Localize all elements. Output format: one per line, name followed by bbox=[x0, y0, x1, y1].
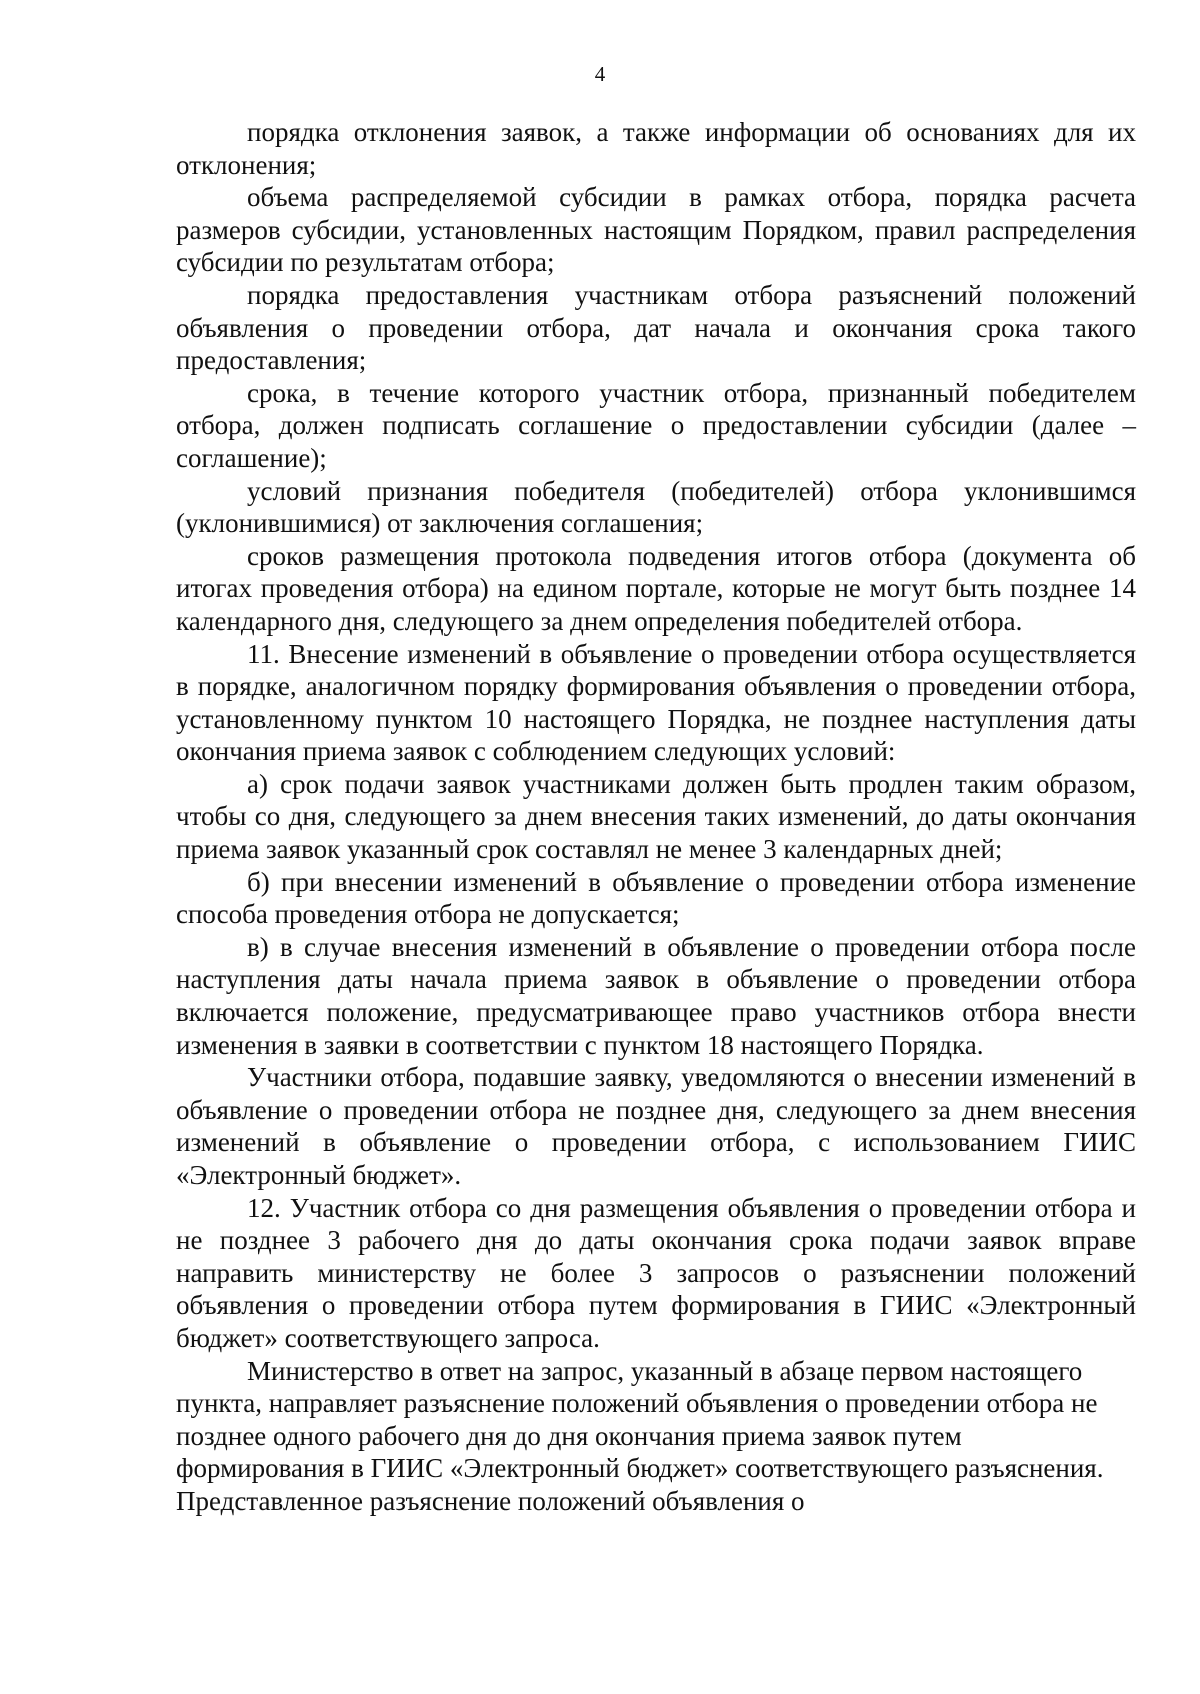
paragraph-protocol-terms: сроков размещения протокола подведения итогов отбора (документа об итогах проведения отбора) на едином портале, которые не могут быть позднее 14 календарного дня, следующего за днем определения победителей отбора. bbox=[176, 540, 1136, 636]
paragraph-item-11-a: а) срок подачи заявок участниками должен быть продлен таким образом, чтобы со дня, следующего за днем внесения таких изменений, до даты окончания приема заявок указанный срок составлял не менее 3 календарных дней; bbox=[176, 768, 1136, 865]
paragraph-item-11-b: б) при внесении изменений в объявление о проведении отбора изменение способа проведения отбора не допускается; bbox=[176, 866, 1136, 930]
paragraph-evasion-conditions: условий признания победителя (победителей) отбора уклонившимся (уклонившимися) от заключения соглашения; bbox=[176, 475, 1136, 539]
document-body bbox=[176, 116, 1136, 1518]
paragraph-agreement-term: срока, в течение которого участник отбора, признанный победителем отбора, должен подписать соглашение о предоставлении субсидии (далее – соглашение); bbox=[176, 377, 1136, 473]
paragraph-rejection-procedure: порядка отклонения заявок, а также информации об основаниях для их отклонения; bbox=[176, 117, 1136, 180]
paragraph-item-12: 12. Участник отбора со дня размещения объявления о проведении отбора и не позднее 3 рабочего дня до даты окончания срока подачи заявок вправе направить министерству не более 3 запросов о разъяснении положений объявления о проведении отбора путем формирования в ГИИС «Электронный бюджет» соответствующего запроса. bbox=[176, 1192, 1136, 1353]
page-number: 4 bbox=[594, 62, 606, 86]
paragraph-item-11: 11. Внесение изменений в объявление о проведении отбора осуществляется в порядке, аналогичном порядку формирования объявления о проведении отбора, установленному пунктом 10 настоящего Порядка, не позднее наступления даты окончания приема заявок с соблюдением следующих условий: bbox=[176, 638, 1136, 767]
paragraph-clarification-procedure: порядка предоставления участникам отбора разъяснений положений объявления о проведении отбора, дат начала и окончания срока такого предоставления; bbox=[176, 279, 1136, 376]
paragraph-participants-notice: Участники отбора, подавшие заявку, уведомляются о внесении изменений в объявление о проведении отбора не позднее дня, следующего за днем внесения изменений в объявление о проведении отбора, с использованием ГИИС «Электронный бюджет». bbox=[176, 1062, 1136, 1190]
paragraph-subsidy-volume: объема распределяемой субсидии в рамках отбора, порядка расчета размеров субсидии, установленных настоящим Порядком, правил распределения субсидии по результатам отбора; bbox=[176, 182, 1136, 278]
paragraph-ministry-response: Министерство в ответ на запрос, указанный в абзаце первом настоящего пункта, направляет разъяснение положений объявления о проведении отбора не позднее одного рабочего дня до дня окончания приема заявок путем формирования в ГИИС «Электронный бюджет» соответствующего разъяснения. Представленное разъяснение положений объявления о bbox=[176, 1355, 1104, 1516]
paragraph-item-11-v: в) в случае внесения изменений в объявление о проведении отбора после наступления даты начала приема заявок в объявление о проведении отбора включается положение, предусматривающее право участников отбора внести изменения в заявки в соответствии с пунктом 18 настоящего Порядка. bbox=[176, 931, 1136, 1060]
